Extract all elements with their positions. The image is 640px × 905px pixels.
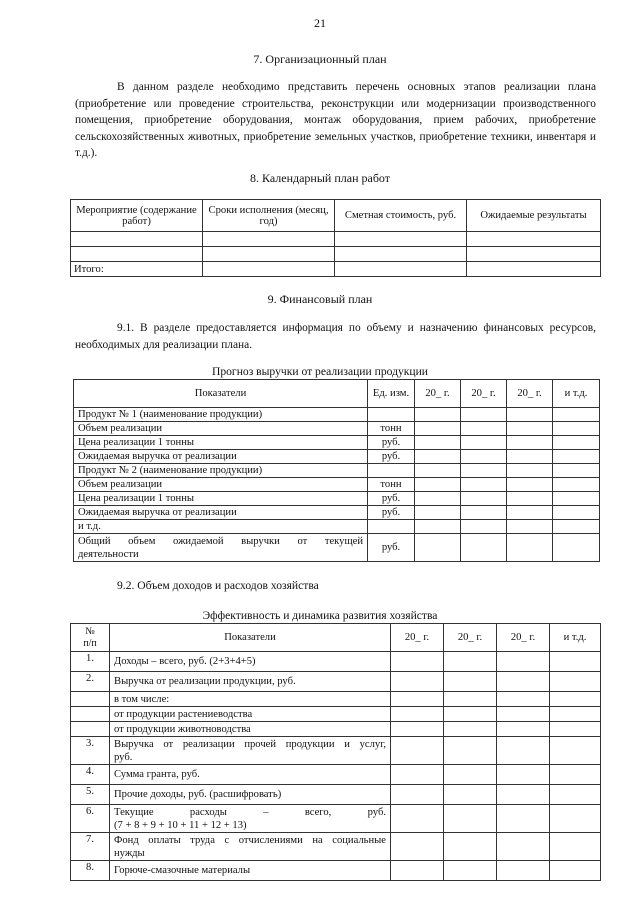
- row-label: Горюче-смазочные материалы: [110, 861, 391, 881]
- section-9-title: 9. Финансовый план: [267, 292, 373, 306]
- col-header-number-line-2: п/п: [83, 637, 97, 649]
- forecast-total-row: [74, 534, 600, 562]
- table-row: [74, 450, 600, 464]
- col-header-results: Ожидаемые результаты: [467, 200, 601, 232]
- forecast-total-line-1: Общий объем ожидаемой выручки от текущей: [78, 535, 363, 547]
- col-header-etc: и т.д.: [550, 624, 601, 652]
- row-label: от продукции животноводства: [110, 722, 391, 737]
- col-header-indicators: Показатели: [110, 624, 391, 652]
- table-row: [74, 422, 600, 436]
- table-row: [71, 652, 601, 672]
- col-header-number: [71, 624, 110, 652]
- table-row: [71, 707, 601, 722]
- section-7-paragraph: В данном разделе необходимо представить перечень основных этапов реализации плана (приобретение или проведение строительства, реконструкции или модернизации производственного помещения, приобретение оборудования, монтаж оборудования, прием рабочих, приобретение сельскохозяйственных животных, приобретение земельных участков, приобретение техники, инвентаря и т.д.).: [75, 81, 596, 160]
- section-7-title: 7. Организационный план: [253, 52, 387, 66]
- row-label-line-1: Фонд оплаты труда с отчислениями на социальные: [114, 835, 386, 846]
- col-header-indicators: Показатели: [74, 380, 368, 408]
- row-label-line-1: Текущие расходы – всего, руб.: [114, 807, 386, 818]
- col-header-year-1: 20_ г.: [391, 624, 444, 652]
- table-row: [71, 765, 601, 785]
- row-label-line-2: (7 + 8 + 9 + 10 + 11 + 12 + 13): [114, 820, 247, 831]
- table-row: [71, 785, 601, 805]
- row-label: Цена реализации 1 тонны: [74, 436, 368, 450]
- row-unit: руб.: [368, 436, 415, 450]
- table-row: [71, 722, 601, 737]
- row-label: и т.д.: [74, 520, 368, 534]
- row-number: 4.: [71, 765, 110, 785]
- row-number: [71, 722, 110, 737]
- row-label-line-2: руб.: [114, 752, 133, 763]
- efficiency-table: [70, 623, 601, 881]
- row-unit: руб.: [368, 492, 415, 506]
- row-label: Объем реализации: [74, 422, 368, 436]
- col-header-year-3: 20_ г.: [497, 624, 550, 652]
- row-label: [110, 805, 391, 833]
- table-row: [74, 436, 600, 450]
- row-number: 7.: [71, 833, 110, 861]
- row-number: 2.: [71, 672, 110, 692]
- revenue-forecast-table: [73, 379, 600, 562]
- row-unit: тонн: [368, 478, 415, 492]
- table-row: [71, 737, 601, 765]
- row-unit: [368, 520, 415, 534]
- section-9-1-paragraph: 9.1. В разделе предоставляется информация по объему и назначению финансовых ресурсов, необходимых для реализации плана.: [75, 322, 596, 351]
- row-label: [110, 833, 391, 861]
- row-label: [110, 737, 391, 765]
- row-label: Доходы – всего, руб. (2+3+4+5): [110, 652, 391, 672]
- row-number: [71, 692, 110, 707]
- row-label: Ожидаемая выручка от реализации: [74, 450, 368, 464]
- col-header-activity: Мероприятие (содержание работ): [71, 200, 203, 232]
- forecast-caption: Прогноз выручки от реализации продукции: [211, 365, 429, 378]
- row-label: от продукции растениеводства: [110, 707, 391, 722]
- col-header-year-1: 20_ г.: [415, 380, 461, 408]
- row-number: 6.: [71, 805, 110, 833]
- table-row: [71, 692, 601, 707]
- table-row: [74, 478, 600, 492]
- forecast-total-unit: руб.: [368, 534, 415, 562]
- table-row: [74, 492, 600, 506]
- page-number: 21: [314, 16, 326, 30]
- row-label: Выручка от реализации продукции, руб.: [110, 672, 391, 692]
- col-header-etc: и т.д.: [553, 380, 600, 408]
- table-row: [71, 833, 601, 861]
- row-label: Прочие доходы, руб. (расшифровать): [110, 785, 391, 805]
- row-label: Ожидаемая выручка от реализации: [74, 506, 368, 520]
- table-row: [74, 464, 600, 478]
- table-row: [74, 506, 600, 520]
- forecast-total-line-2: деятельности: [78, 548, 139, 560]
- row-label-line-2: нужды: [114, 848, 145, 859]
- row-unit: руб.: [368, 450, 415, 464]
- forecast-total-label: [74, 534, 368, 562]
- row-unit: руб.: [368, 506, 415, 520]
- col-header-unit: Ед. изм.: [368, 380, 415, 408]
- row-number: 8.: [71, 861, 110, 881]
- table-row: [71, 805, 601, 833]
- row-label: Продукт № 1 (наименование продукции): [74, 408, 368, 422]
- row-label: Продукт № 2 (наименование продукции): [74, 464, 368, 478]
- total-label: Итого:: [71, 262, 203, 277]
- row-unit: [368, 464, 415, 478]
- total-row: [71, 262, 601, 277]
- section-9-2-heading: 9.2. Объем доходов и расходов хозяйства: [117, 579, 319, 592]
- col-header-year-2: 20_ г.: [444, 624, 497, 652]
- calendar-plan-table: [70, 199, 601, 277]
- table-row: [71, 672, 601, 692]
- row-number: [71, 707, 110, 722]
- row-number: 5.: [71, 785, 110, 805]
- efficiency-caption: Эффективность и динамика развития хозяйства: [202, 609, 438, 622]
- row-label: Сумма гранта, руб.: [110, 765, 391, 785]
- row-label: Цена реализации 1 тонны: [74, 492, 368, 506]
- row-label-line-1: Выручка от реализации прочей продукции и услуг,: [114, 739, 386, 750]
- table-row: [74, 408, 600, 422]
- table-row: [71, 232, 601, 247]
- col-header-number-line-1: №: [85, 625, 95, 637]
- col-header-cost: Сметная стоимость, руб.: [335, 200, 467, 232]
- section-8-title: 8. Календарный план работ: [249, 171, 391, 185]
- row-label: в том числе:: [110, 692, 391, 707]
- table-row: [71, 247, 601, 262]
- row-number: 3.: [71, 737, 110, 765]
- row-number: 1.: [71, 652, 110, 672]
- row-unit: [368, 408, 415, 422]
- row-unit: тонн: [368, 422, 415, 436]
- table-row: [71, 861, 601, 881]
- row-label: Объем реализации: [74, 478, 368, 492]
- col-header-year-2: 20_ г.: [461, 380, 507, 408]
- col-header-year-3: 20_ г.: [507, 380, 553, 408]
- table-row: [74, 520, 600, 534]
- col-header-deadline: Сроки исполнения (месяц, год): [203, 200, 335, 232]
